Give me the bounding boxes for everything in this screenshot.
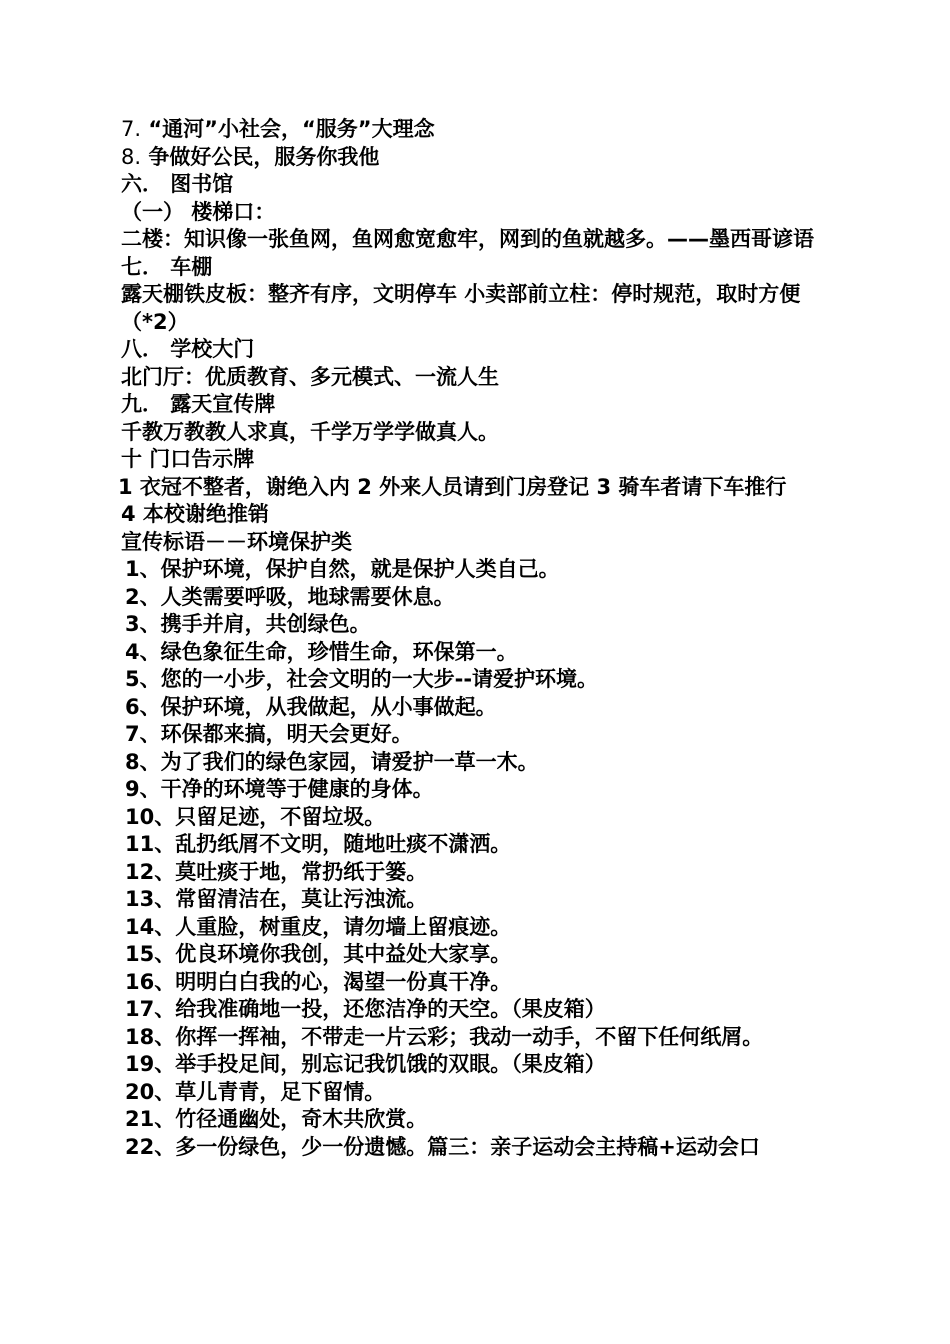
slogan-list (118, 556, 838, 1161)
text-paragraph: 露天棚铁皮板：整齐有序，文明停车 小卖部前立柱：停时规范，取时方便（*2） (121, 282, 801, 334)
subsection-heading: （一） 楼梯口： (121, 199, 276, 224)
list-heading: 宣传标语－－环境保护类 (121, 529, 352, 554)
item-number: 8. (121, 144, 142, 169)
slogan-item: 14、人重脸，树重皮，请勿墙上留痕迹。 (125, 914, 512, 939)
item-text: “通河”小社会，“服务”大理念 (141, 117, 435, 141)
slogan-item: 9、干净的环境等于健康的身体。 (125, 777, 434, 801)
slogan-item: 15、优良环境你我创，其中益处大家享。 (125, 942, 512, 966)
section-heading: 九． 露天宣传牌 (121, 392, 276, 416)
item-text: 争做好公民，服务你我他 (141, 144, 380, 169)
section-heading: 八． 学校大门 (121, 337, 255, 361)
item-number: 7. (121, 117, 142, 141)
slogan-item: 11、乱扔纸屑不文明，随地吐痰不潇洒。 (125, 832, 512, 856)
section-heading: 十 门口告示牌 (121, 447, 255, 471)
text-line: 4 本校谢绝推销 (121, 502, 269, 526)
text-paragraph: 1 衣冠不整者，谢绝入内 2 外来人员请到门房登记 3 骑车者请下车推行 (118, 474, 787, 499)
slogan-item: 10、只留足迹，不留垃圾。 (125, 804, 386, 829)
slogan-item: 22、多一份绿色，少一份遗憾。篇三：亲子运动会主持稿+运动会口 (125, 1134, 760, 1159)
document-body (118, 116, 838, 1161)
slogan-item: 3、携手并肩，共创绿色。 (125, 612, 371, 636)
text-paragraph: 二楼：知识像一张鱼网，鱼网愈宽愈牢，网到的鱼就越多。——墨西哥谚语 (121, 227, 814, 251)
slogan-item: 7、环保都来搞，明天会更好。 (125, 722, 413, 746)
slogan-item: 1、保护环境，保护自然，就是保护人类自己。 (125, 557, 560, 581)
slogan-item: 21、竹径通幽处，奇木共欣赏。 (125, 1107, 428, 1131)
slogan-item: 8、为了我们的绿色家园，请爱护一草一木。 (125, 749, 539, 774)
slogan-item: 16、明明白白我的心，渴望一份真干净。 (125, 969, 512, 994)
text-line: 北门厅：优质教育、多元模式、一流人生 (121, 364, 499, 389)
section-heading: 七． 车棚 (121, 254, 213, 279)
slogan-item: 5、您的一小步，社会文明的一大步--请爱护环境。 (125, 667, 599, 691)
text-line (118, 116, 838, 144)
slogan-item: 4、绿色象征生命，珍惜生命，环保第一。 (125, 639, 518, 664)
slogan-item: 13、常留清洁在，莫让污浊流。 (125, 887, 428, 911)
slogan-item: 17、给我准确地一投，还您洁净的天空。（果皮箱） (125, 997, 606, 1021)
text-line (118, 144, 838, 172)
section-heading: 六． 图书馆 (121, 172, 234, 196)
slogan-item: 20、草儿青青，足下留情。 (125, 1079, 386, 1104)
text-line: 千教万教教人求真，千学万学学做真人。 (121, 419, 499, 444)
slogan-item: 2、人类需要呼吸，地球需要休息。 (125, 584, 455, 609)
slogan-item: 12、莫吐痰于地，常扔纸于篓。 (125, 859, 428, 884)
slogan-item: 6、保护环境，从我做起，从小事做起。 (125, 694, 497, 719)
slogan-item: 19、举手投足间，别忘记我饥饿的双眼。（果皮箱） (125, 1052, 606, 1076)
slogan-item: 18、你挥一挥袖，不带走一片云彩；我动一动手，不留下任何纸屑。 (125, 1024, 764, 1049)
